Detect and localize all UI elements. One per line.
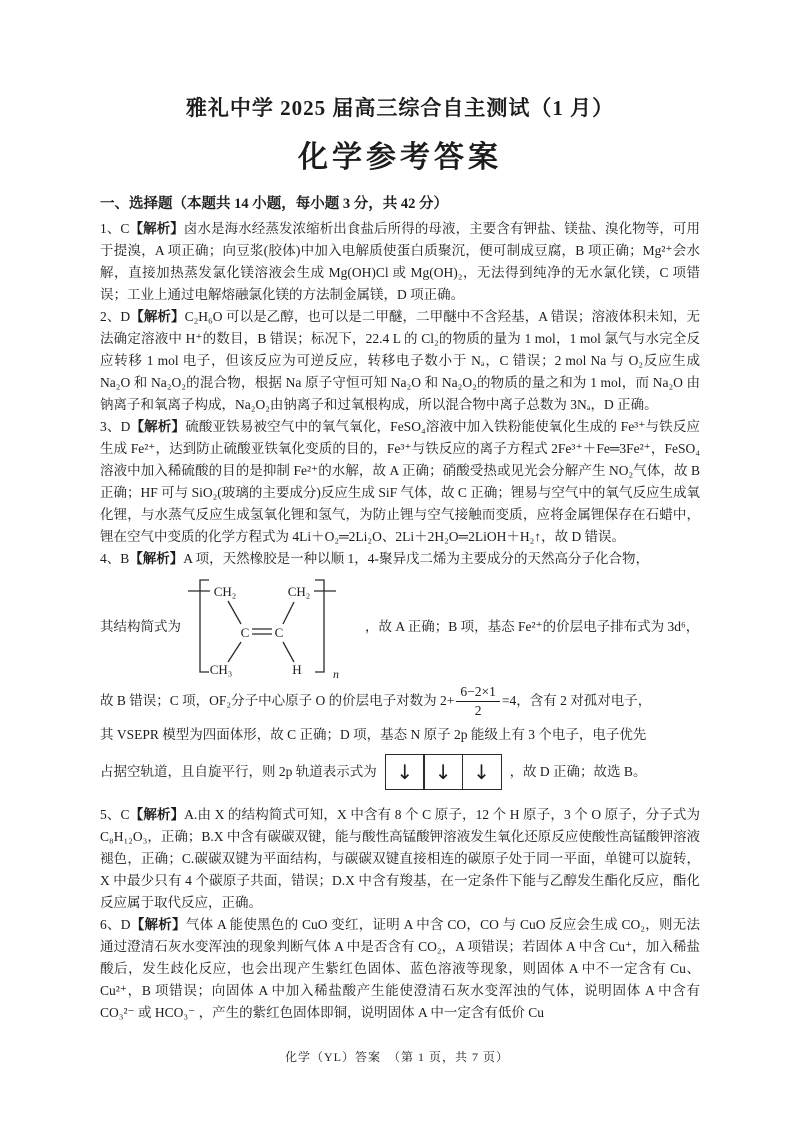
orbital-box-2: ↓	[423, 754, 463, 790]
answer-q4-orbital-prefix: 占据空轨道，且自旋平行，则 2p 轨道表示式为	[100, 764, 377, 780]
analysis-tag: 【解析】	[129, 551, 184, 566]
structure-left-carbon: C	[240, 625, 250, 640]
electron-pair-fraction	[456, 684, 499, 718]
analysis-tag: 【解析】	[129, 221, 184, 236]
structure-right-carbon: C	[274, 625, 284, 640]
page-footer: 化学（YL）答案 （第 1 页，共 7 页）	[285, 1050, 509, 1064]
answer-q4-frac-suffix: =4，含有 2 对孤对电子，	[501, 693, 652, 709]
answer-q5	[100, 804, 700, 914]
analysis-tag: 【解析】	[130, 419, 186, 434]
answer-q6	[100, 914, 700, 1024]
answer-q4-part3: 其 VSEPR 模型为四面体形，故 C 正确；D 项，基态 N 原子 2p 能级上有 3 个电子，电子优先	[100, 727, 647, 743]
polyisoprene-structure-diagram	[187, 574, 359, 680]
orbital-diagram	[385, 754, 502, 790]
answer-q2-text: C₂H₆O 可以是乙醇，也可以是二甲醚，二甲醚中不含羟基，A 错误；溶液体积未知，无法确定溶液中 H⁺的数目，B 错误；标况下，22.4 L 的 Cl₂的物质的量为 1 mol，1 mol 氯气与水完全反应转移 1 mol 电子，但该反应为可逆反应，转移电子数小于 Nₐ，C 错误；2 mol Na 与 O₂反应生成 Na₂O 和 Na₂O₂的混合物，根据 Na 原子守恒可知 Na₂O 和 Na₂O₂的物质的量之和为 1 mol，而 Na₂O 由钠离子和氧离子构成，Na₂O₂由钠离子和过氧根构成，所以混合物中离子总数为 3Nₐ，D 正确。	[100, 309, 701, 412]
exam-title: 雅礼中学 2025 届高三综合自主测试（1 月）	[185, 96, 615, 120]
answer-q5-text: A.由 X 的结构简式可知，X 中含有 8 个 C 原子，12 个 H 原子，3 个 O 原子，分子式为 C₈H₁₂O₃，正确；B.X 中含有碳碳双键，能与酸性高锰酸钾溶液发生氧化还原反应使酸性高锰酸钾溶液褪色，正确；C.碳碳双键为平面结构，与碳碳双键直接相连的碳原子处于同一平面，单键可以旋转，X 中最少只有 4 个碳原子共面，错误；D.X 中含有羧基，在一定条件下能与乙醇发生酯化反应，酯化反应属于取代反应，正确。	[100, 807, 701, 911]
answer-q4-line1	[100, 548, 700, 570]
fraction-denominator: 2	[474, 702, 482, 718]
analysis-tag: 【解析】	[129, 807, 185, 823]
answer-q3-text: 硫酸亚铁易被空气中的氧气氧化，FeSO₄溶液中加入铁粉能使氧化生成的 Fe³⁺与铁反应生成 Fe²⁺，达到防止硫酸亚铁氧化变质的目的，Fe³⁺与铁反应的离子方程式 2Fe³⁺＋Fe═3Fe²⁺，FeSO₄溶液中加入稀硫酸的目的是抑制 Fe²⁺的水解，故 A 正确；硝酸受热或见光会分解产生 NO₂气体，故 B 正确；HF 可与 SiO₂(玻璃的主要成分)反应生成 SiF 气体，故 C 正确；锂易与空气中的氧气反应生成氧化锂，与水蒸气反应生成氢氧化锂和氢气，为防止锂与空气接触而变质，应将金属锂保存在石蜡中，锂在空气中变质的化学方程式为 4Li＋O₂═2Li₂O、2Li＋2H₂O═2LiOH＋H₂↑，故 D 错误。	[100, 419, 701, 544]
answer-q4-fraction-line	[100, 684, 700, 718]
analysis-tag: 【解析】	[130, 309, 185, 324]
answer-q2	[100, 306, 700, 416]
analysis-tag: 【解析】	[130, 917, 186, 933]
structure-top-right-group: CH₂	[287, 584, 311, 599]
answer-q5-number: 5、C	[100, 807, 130, 823]
answer-q4-after-structure: ，故 A 正确；B 项，基态 Fe²⁺的价层电子排布式为 3d⁶，	[365, 619, 700, 634]
structure-top-left-group: CH₂	[213, 584, 237, 599]
answer-q4-structure-row	[100, 574, 700, 680]
answer-q4-orbital-suffix: ，故 D 正确；故选 B。	[509, 764, 647, 780]
answer-q4-frac-prefix: 故 B 错误；C 项，OF₂分子中心原子 O 的价层电子对数为 2+	[100, 693, 455, 709]
orbital-box-3: ↓	[462, 754, 502, 790]
answer-key-title: 化学参考答案	[298, 141, 502, 174]
answer-q1	[100, 218, 700, 306]
structure-bottom-left-group: CH₃	[209, 662, 233, 677]
answer-q6-number: 6、D	[100, 917, 131, 933]
answer-q6-text: 气体 A 能使黑色的 CuO 变红，证明 A 中含 CO，CO 与 CuO 反应会生成 CO₂，则无法通过澄清石灰水变浑浊的现象判断气体 A 中是否含有 CO₂，A 项错误；若固体 A 中含 Cu⁺，加入稀盐酸后，发生歧化反应，也会出现产生紫红色固体、蓝色溶液等现象，则固体 A 中不一定含有 Cu、Cu²⁺，B 项错误；向固体 A 中加入稀盐酸产生能使澄清石灰水变浑浊的气体，说明固体 A 中含有 CO₃²⁻ 或 HCO₃⁻ ，产生的紫红色固体即铜，说明固体 A 中一定含有低价 Cu	[100, 917, 701, 1021]
answer-q1-text: 卤水是海水经蒸发浓缩析出食盐后所得的母液，主要含有钾盐、镁盐、溴化物等，可用于提溴，A 项正确；向豆浆(胶体)中加入电解质使蛋白质聚沉，便可制成豆腐，B 项正确；Mg²⁺会水解，直接加热蒸发氯化镁溶液会生成 Mg(OH)Cl 或 Mg(OH)₂，无法得到纯净的无水氯化镁，C 项错误；工业上通过电解熔融氯化镁的方法制金属镁，D 项正确。	[100, 221, 701, 302]
fraction-numerator: 6−2×1	[456, 684, 499, 702]
section-heading: 一、选择题（本题共 14 小题，每小题 3 分，共 42 分）	[100, 196, 448, 212]
answer-q3-number: 3、D	[100, 419, 131, 434]
structure-bottom-right-atom: H	[292, 662, 302, 677]
orbital-box-1: ↓	[385, 754, 425, 790]
repeat-subscript-n: n	[333, 667, 339, 680]
answer-q3	[100, 416, 700, 548]
structure-label: 其结构简式为	[100, 619, 181, 634]
answer-q2-number: 2、D	[100, 309, 131, 324]
answer-q4-number: 4、B	[100, 551, 130, 566]
answer-q1-number: 1、C	[100, 221, 130, 236]
answer-q4-part1: A 项，天然橡胶是一种以顺 1，4-聚异戊二烯为主要成分的天然高分子化合物，	[183, 551, 650, 566]
answer-q4-orbital-line	[100, 754, 700, 790]
